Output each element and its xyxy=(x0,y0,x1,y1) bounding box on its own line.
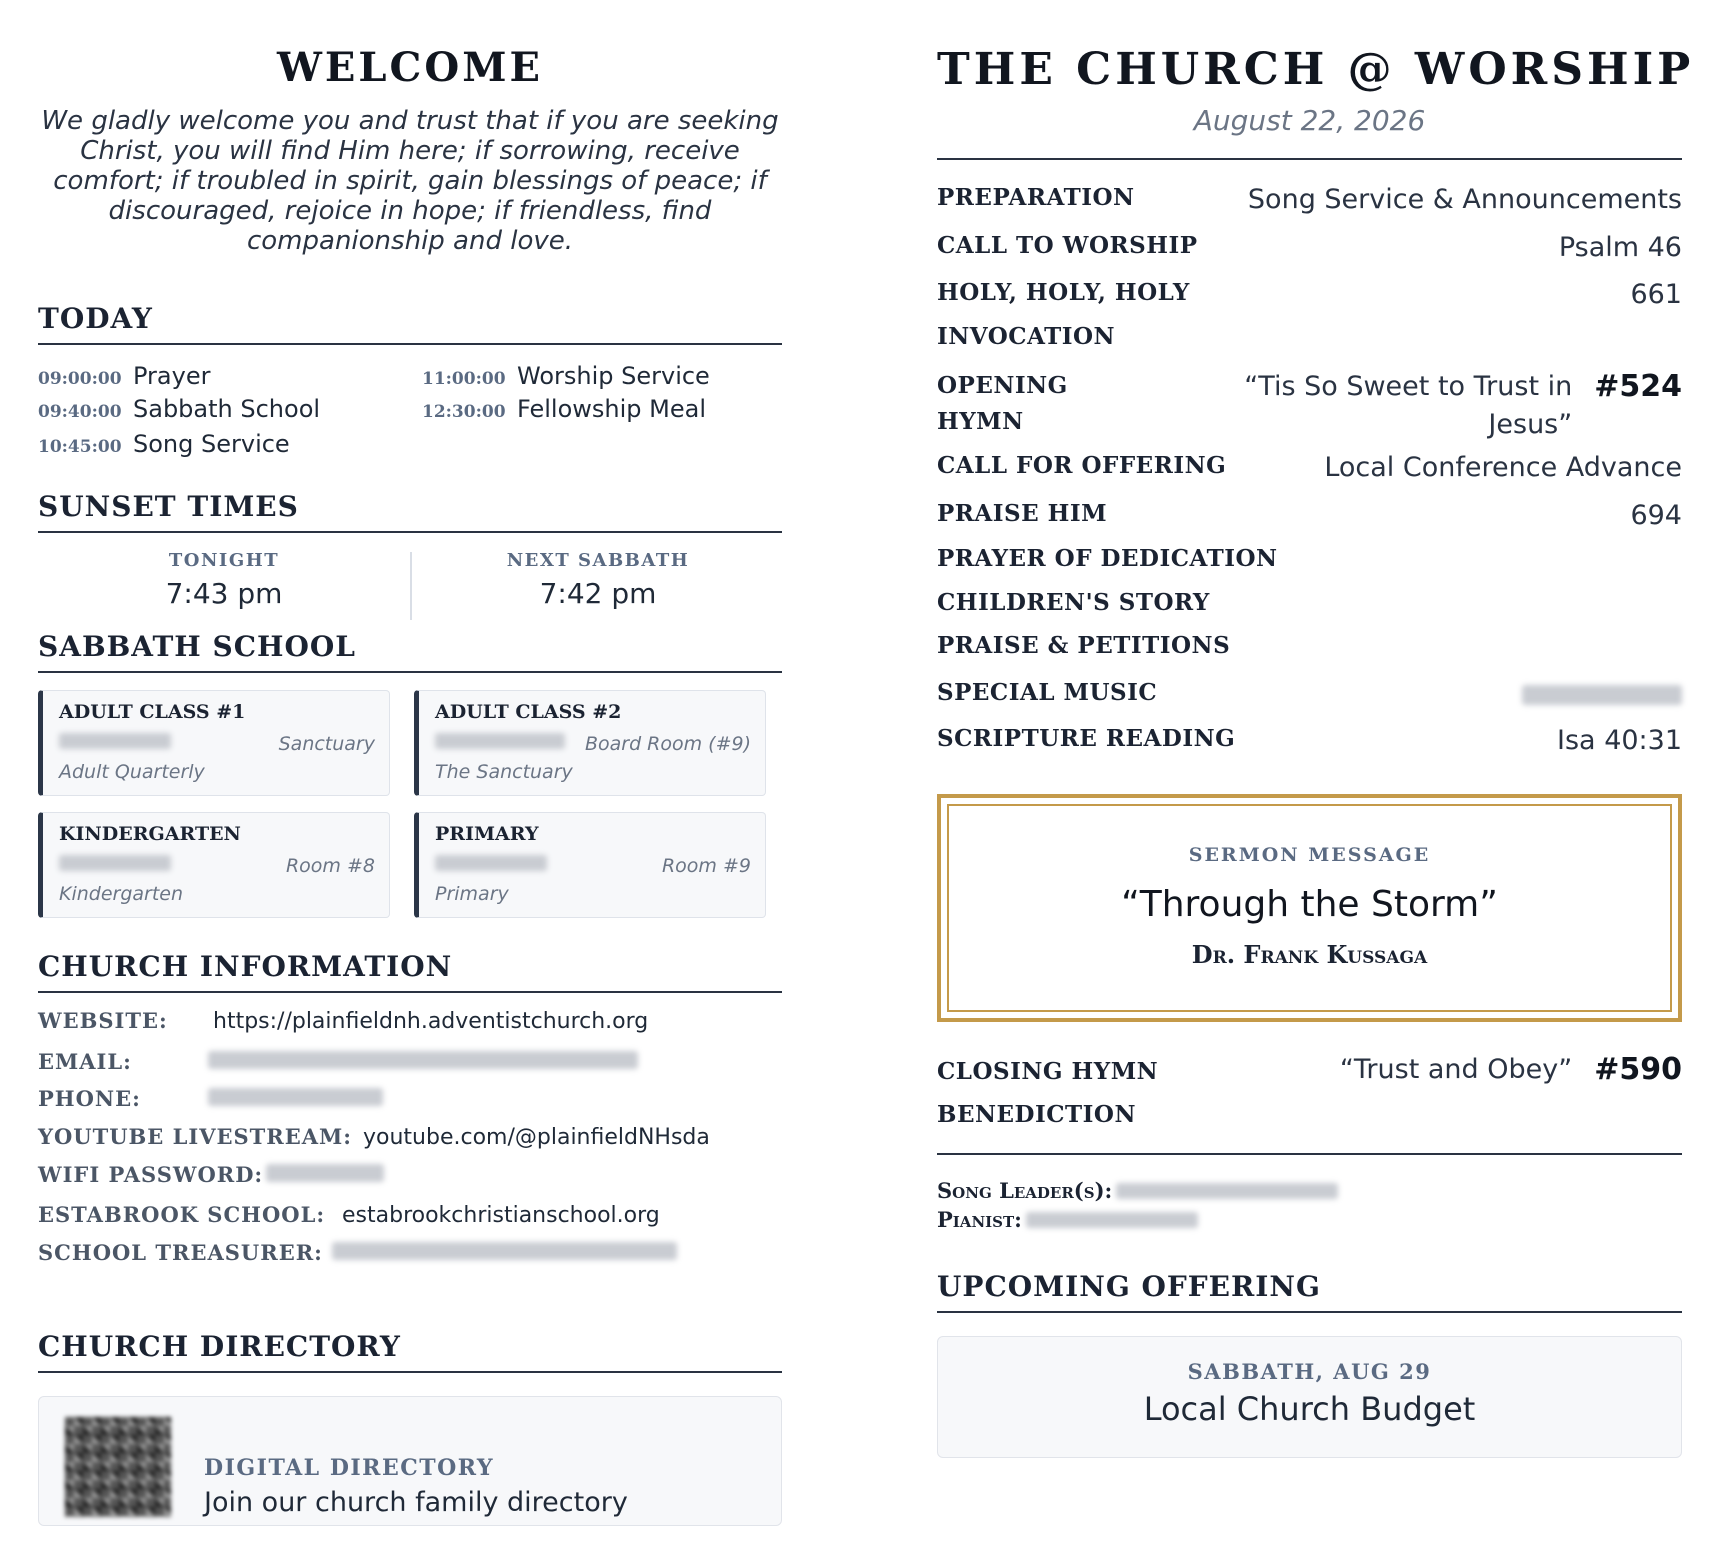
order-label: CALL FOR OFFERING xyxy=(937,452,1227,479)
schedule-name: Fellowship Meal xyxy=(517,395,706,423)
class-room: Room #8 xyxy=(285,855,375,877)
welcome-title: WELCOME xyxy=(277,44,543,91)
website-link[interactable]: https://plainfieldnh.adventistchurch.org xyxy=(213,1009,649,1034)
wifi-label: WIFI PASSWORD: xyxy=(38,1162,264,1187)
upcoming-offering-card xyxy=(937,1336,1682,1458)
treasurer-label: SCHOOL TREASURER: xyxy=(38,1240,323,1265)
schedule-time: 09:00:00 xyxy=(38,369,122,389)
upcoming-offering-heading: UPCOMING OFFERING xyxy=(937,1270,1682,1313)
schedule-time: 12:30:00 xyxy=(422,402,506,422)
order-item xyxy=(937,725,1682,756)
worship-title: THE CHURCH @ WORSHIP xyxy=(937,44,1695,95)
song-leader-label: Song Leader(s): xyxy=(937,1178,1113,1203)
school-row xyxy=(38,1202,660,1228)
sunset-next-time: 7:42 pm xyxy=(539,577,657,610)
order-label: CHILDREN'S STORY xyxy=(937,589,1210,616)
order-item-special-music xyxy=(937,679,1682,706)
order-value: Psalm 46 xyxy=(1558,232,1682,263)
class-card xyxy=(38,812,390,918)
order-label: OPENING HYMN xyxy=(937,372,1068,435)
schedule-time: 09:40:00 xyxy=(38,402,122,422)
class-teacher xyxy=(59,855,171,871)
youtube-row xyxy=(38,1124,710,1150)
divider xyxy=(937,158,1682,160)
order-value: 661 xyxy=(1630,279,1682,310)
order-item xyxy=(937,232,1682,263)
schedule-name: Prayer xyxy=(133,362,211,390)
class-title: PRIMARY xyxy=(435,823,539,845)
directory-label: DIGITAL DIRECTORY xyxy=(204,1455,495,1481)
email-label: EMAIL: xyxy=(38,1049,132,1074)
order-item-opening-hymn xyxy=(937,368,1682,444)
church-info-heading: CHURCH INFORMATION xyxy=(38,950,782,993)
schedule-item xyxy=(422,362,710,390)
treasurer-value xyxy=(332,1242,677,1260)
order-label: INVOCATION xyxy=(937,323,1116,350)
special-music-performer xyxy=(1522,685,1682,705)
class-material: Adult Quarterly xyxy=(59,761,205,783)
class-card xyxy=(414,690,766,796)
email-value xyxy=(208,1051,638,1069)
class-material: The Sanctuary xyxy=(435,761,573,783)
closing-hymn-label: CLOSING HYMN xyxy=(937,1058,1159,1085)
welcome-text: We gladly welcome you and trust that if you are seeking Christ, you will find Him here; if sorrowing, receive comfort; if troubled in spirit, gain blessings of peace; if discouraged, rejoice in hope; if friendless, find companionship and love. xyxy=(41,106,779,256)
divider xyxy=(937,1153,1682,1155)
youtube-label: YOUTUBE LIVESTREAM: xyxy=(38,1124,353,1149)
order-item xyxy=(937,589,1682,616)
order-item xyxy=(937,323,1682,350)
sabbath-school-heading: SABBATH SCHOOL xyxy=(38,630,782,673)
order-label: PRAYER OF DEDICATION xyxy=(937,545,1278,572)
schedule-item xyxy=(38,362,210,390)
order-value: Isa 40:31 xyxy=(1557,725,1682,756)
class-room: Room #9 xyxy=(661,855,751,877)
order-item-closing-hymn xyxy=(937,1052,1682,1087)
youtube-link[interactable]: youtube.com/@plainfieldNHsda xyxy=(363,1125,710,1150)
order-label: SPECIAL MUSIC xyxy=(937,679,1158,706)
order-label: PREPARATION xyxy=(937,184,1135,211)
sunset-next xyxy=(412,550,784,610)
order-item xyxy=(937,500,1682,531)
class-title: KINDERGARTEN xyxy=(59,823,241,845)
order-item xyxy=(937,1101,1682,1128)
schedule-name: Sabbath School xyxy=(133,395,321,423)
song-leader-credit xyxy=(937,1178,1338,1203)
pianist-name xyxy=(1026,1212,1198,1228)
schedule-name: Worship Service xyxy=(517,362,710,390)
directory-heading: CHURCH DIRECTORY xyxy=(38,1330,782,1373)
order-value: Local Conference Advance xyxy=(1324,452,1682,483)
order-item xyxy=(937,632,1682,659)
schedule-time: 11:00:00 xyxy=(422,369,506,389)
sunset-tonight xyxy=(38,550,410,610)
order-label: PRAISE HIM xyxy=(937,500,1108,527)
class-material: Primary xyxy=(435,883,509,905)
class-card xyxy=(38,690,390,796)
song-leader-name xyxy=(1116,1183,1338,1199)
schedule-item xyxy=(38,395,320,423)
directory-text: Join our church family directory xyxy=(204,1487,628,1518)
hymn-number: #524 xyxy=(1594,369,1682,404)
order-item xyxy=(937,279,1682,310)
pianist-credit xyxy=(937,1207,1198,1232)
schedule-item xyxy=(422,395,706,423)
order-item xyxy=(937,545,1682,572)
wifi-row xyxy=(38,1162,384,1187)
class-room: Sanctuary xyxy=(278,733,375,755)
wifi-value xyxy=(266,1164,384,1182)
phone-row xyxy=(38,1086,383,1111)
schedule-name: Song Service xyxy=(133,430,290,458)
sunset-next-label: NEXT SABBATH xyxy=(506,550,690,571)
order-label: SCRIPTURE READING xyxy=(937,725,1236,752)
order-value: Song Service & Announcements xyxy=(1247,184,1682,215)
sunset-tonight-time: 7:43 pm xyxy=(165,577,283,610)
phone-value xyxy=(208,1088,383,1106)
pianist-label: Pianist: xyxy=(937,1207,1022,1232)
class-card xyxy=(414,812,766,918)
qr-code-icon[interactable] xyxy=(65,1417,171,1517)
sermon-label: SERMON MESSAGE xyxy=(1188,844,1431,866)
order-label: HOLY, HOLY, HOLY xyxy=(937,279,1190,306)
class-teacher xyxy=(59,733,171,749)
phone-label: PHONE: xyxy=(38,1086,141,1111)
offering-date: SABBATH, AUG 29 xyxy=(1187,1359,1432,1384)
order-label: PRAISE & PETITIONS xyxy=(937,632,1231,659)
class-title: ADULT CLASS #1 xyxy=(59,701,246,723)
school-link[interactable]: estabrookchristianschool.org xyxy=(342,1203,660,1228)
schedule-item xyxy=(38,430,290,458)
sunset-heading: SUNSET TIMES xyxy=(38,490,782,533)
class-teacher xyxy=(435,733,565,749)
order-item xyxy=(937,452,1682,483)
order-value: 694 xyxy=(1630,500,1682,531)
order-item xyxy=(937,184,1682,215)
sermon-title: “Through the Storm” xyxy=(1121,884,1498,925)
sunset-tonight-label: TONIGHT xyxy=(168,550,280,571)
email-row xyxy=(38,1049,638,1074)
school-label: ESTABROOK SCHOOL: xyxy=(38,1202,326,1227)
website-label: WEBSITE: xyxy=(38,1008,168,1033)
class-teacher xyxy=(435,855,547,871)
schedule-time: 10:45:00 xyxy=(38,437,122,457)
worship-date: August 22, 2026 xyxy=(1193,104,1426,137)
class-title: ADULT CLASS #2 xyxy=(435,701,622,723)
closing-hymn-title: “Trust and Obey” xyxy=(1339,1054,1573,1085)
sermon-speaker: Dr. Frank Kussaga xyxy=(1191,940,1428,969)
class-room: Board Room (#9) xyxy=(584,733,751,755)
treasurer-row xyxy=(38,1240,677,1265)
order-label: CALL TO WORSHIP xyxy=(937,232,1198,259)
directory-card[interactable] xyxy=(38,1396,782,1526)
order-value: “Tis So Sweet to Trust in Jesus” xyxy=(1244,371,1573,440)
offering-name: Local Church Budget xyxy=(1143,1390,1476,1428)
sermon-box xyxy=(937,794,1682,1022)
website-row xyxy=(38,1008,648,1034)
today-heading: TODAY xyxy=(38,302,782,345)
benediction-label: BENEDICTION xyxy=(937,1101,1136,1128)
hymn-number: #590 xyxy=(1594,1052,1682,1087)
class-material: Kindergarten xyxy=(59,883,184,905)
